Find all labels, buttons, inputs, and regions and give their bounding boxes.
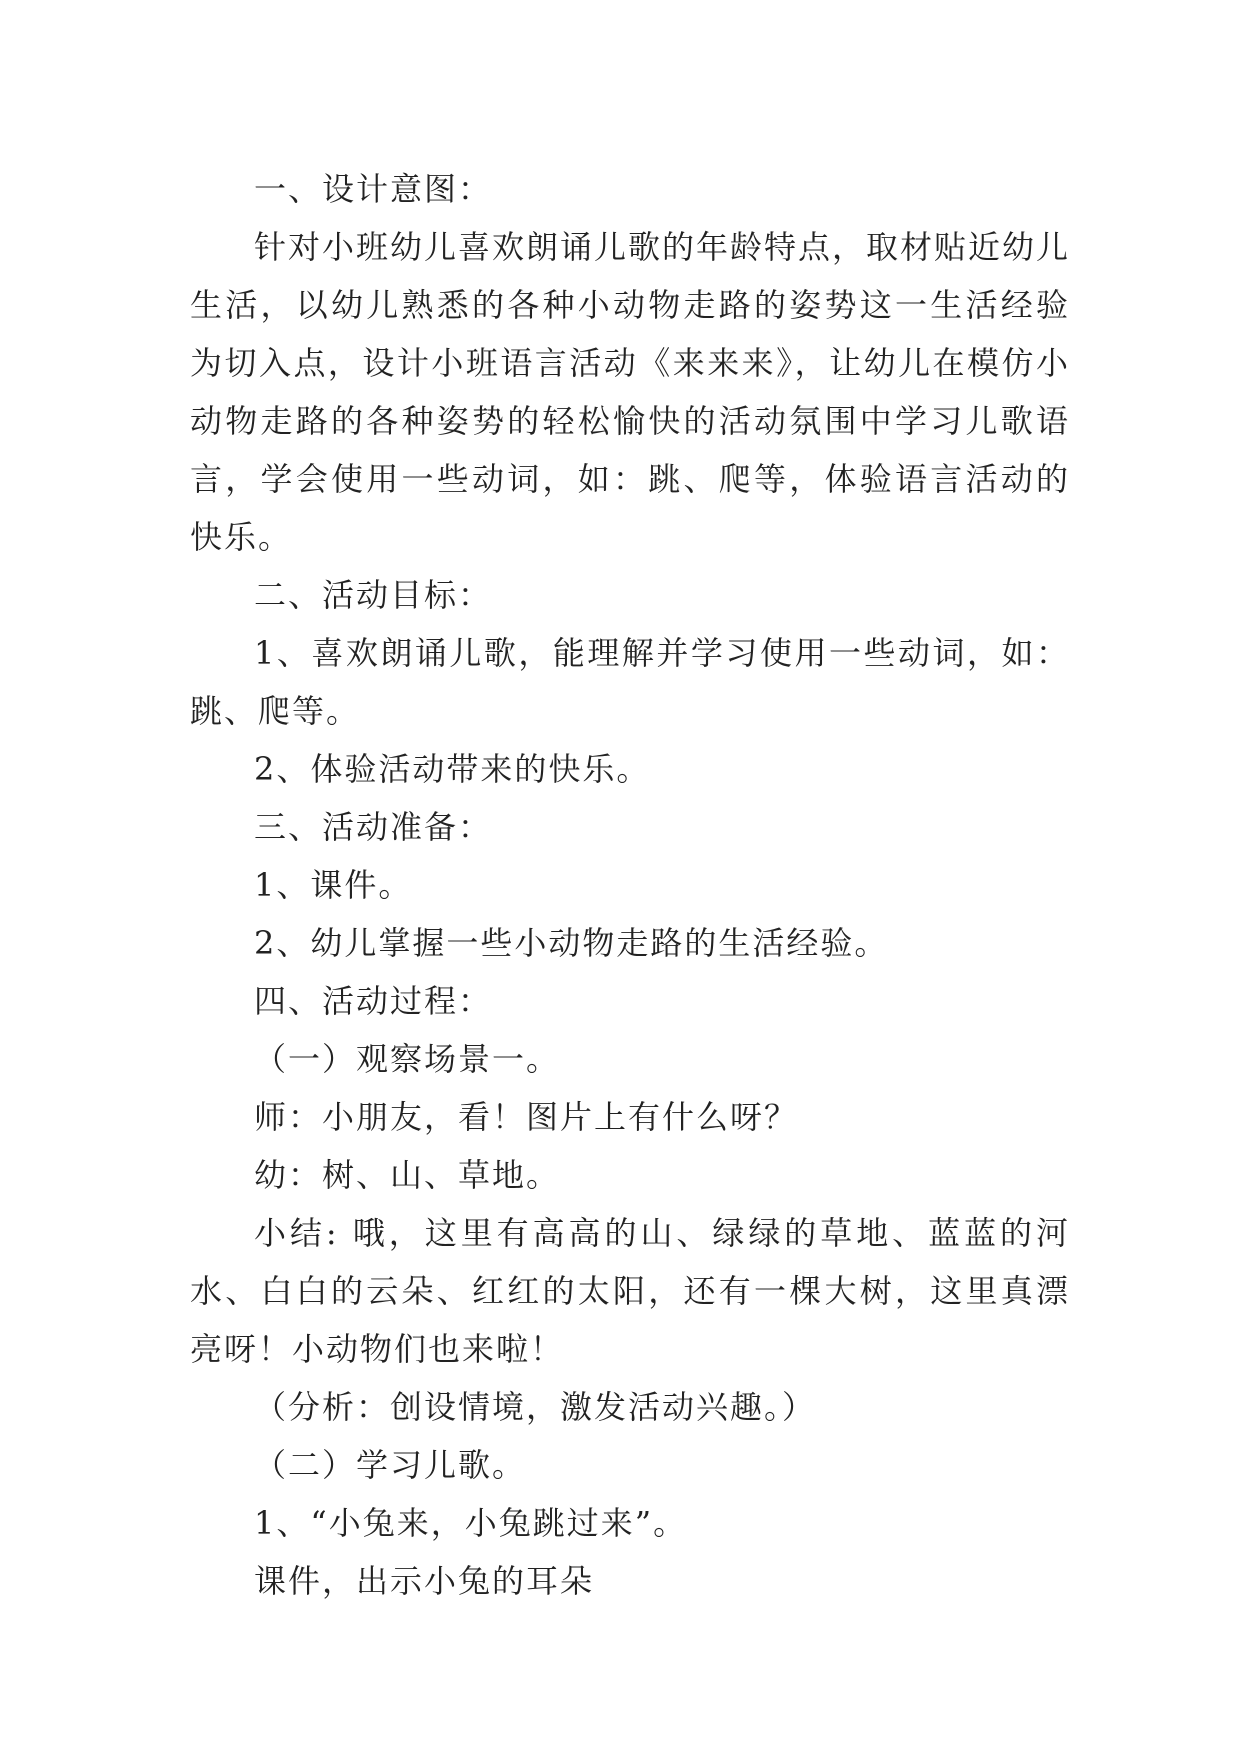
teacher-dialogue: 师：小朋友，看！图片上有什么呀？ bbox=[254, 1098, 799, 1136]
prep-item-1: 1、课件。 bbox=[254, 866, 413, 904]
process-step-2-title: （二）学习儿歌。 bbox=[254, 1446, 527, 1484]
section-heading-process: 四、活动过程： bbox=[254, 982, 493, 1020]
courseware-line: 课件，出示小兔的耳朵 bbox=[254, 1562, 595, 1600]
document-body bbox=[190, 160, 1070, 1610]
analysis-note: （分析：创设情境，激发活动兴趣。） bbox=[254, 1388, 817, 1426]
summary-paragraph: 小结: 哦，这里有高高的山、绿绿的草地、蓝蓝的河水、白白的云朵、红红的太阳，还有一棵大树，这里真漂亮呀！小动物们也来啦！ bbox=[190, 1214, 1070, 1368]
goal-item-1: 1、喜欢朗诵儿歌，能理解并学习使用一些动词，如：跳、爬等。 bbox=[190, 634, 1070, 730]
song-line-1: 1、“小兔来，小兔跳过来”。 bbox=[254, 1504, 688, 1542]
process-step-1-title: （一）观察场景一。 bbox=[254, 1040, 561, 1078]
design-intent-paragraph: 针对小班幼儿喜欢朗诵儿歌的年龄特点，取材贴近幼儿生活，以幼儿熟悉的各种小动物走路的姿势这一生活经验为切入点，设计小班语言活动《来来来》，让幼儿在模仿小动物走路的各种姿势的轻松愉快的活动氛围中学习儿歌语言，学会使用一些动词，如：跳、爬等，体验语言活动的快乐。 bbox=[190, 228, 1071, 556]
section-heading-preparation: 三、活动准备： bbox=[254, 808, 493, 846]
prep-item-2: 2、幼儿掌握一些小动物走路的生活经验。 bbox=[254, 924, 889, 962]
section-heading-design-intent: 一、设计意图： bbox=[254, 170, 493, 208]
child-dialogue: 幼：树、山、草地。 bbox=[254, 1156, 561, 1194]
section-heading-goals: 二、活动目标： bbox=[254, 576, 493, 614]
goal-item-2: 2、体验活动带来的快乐。 bbox=[254, 750, 651, 788]
